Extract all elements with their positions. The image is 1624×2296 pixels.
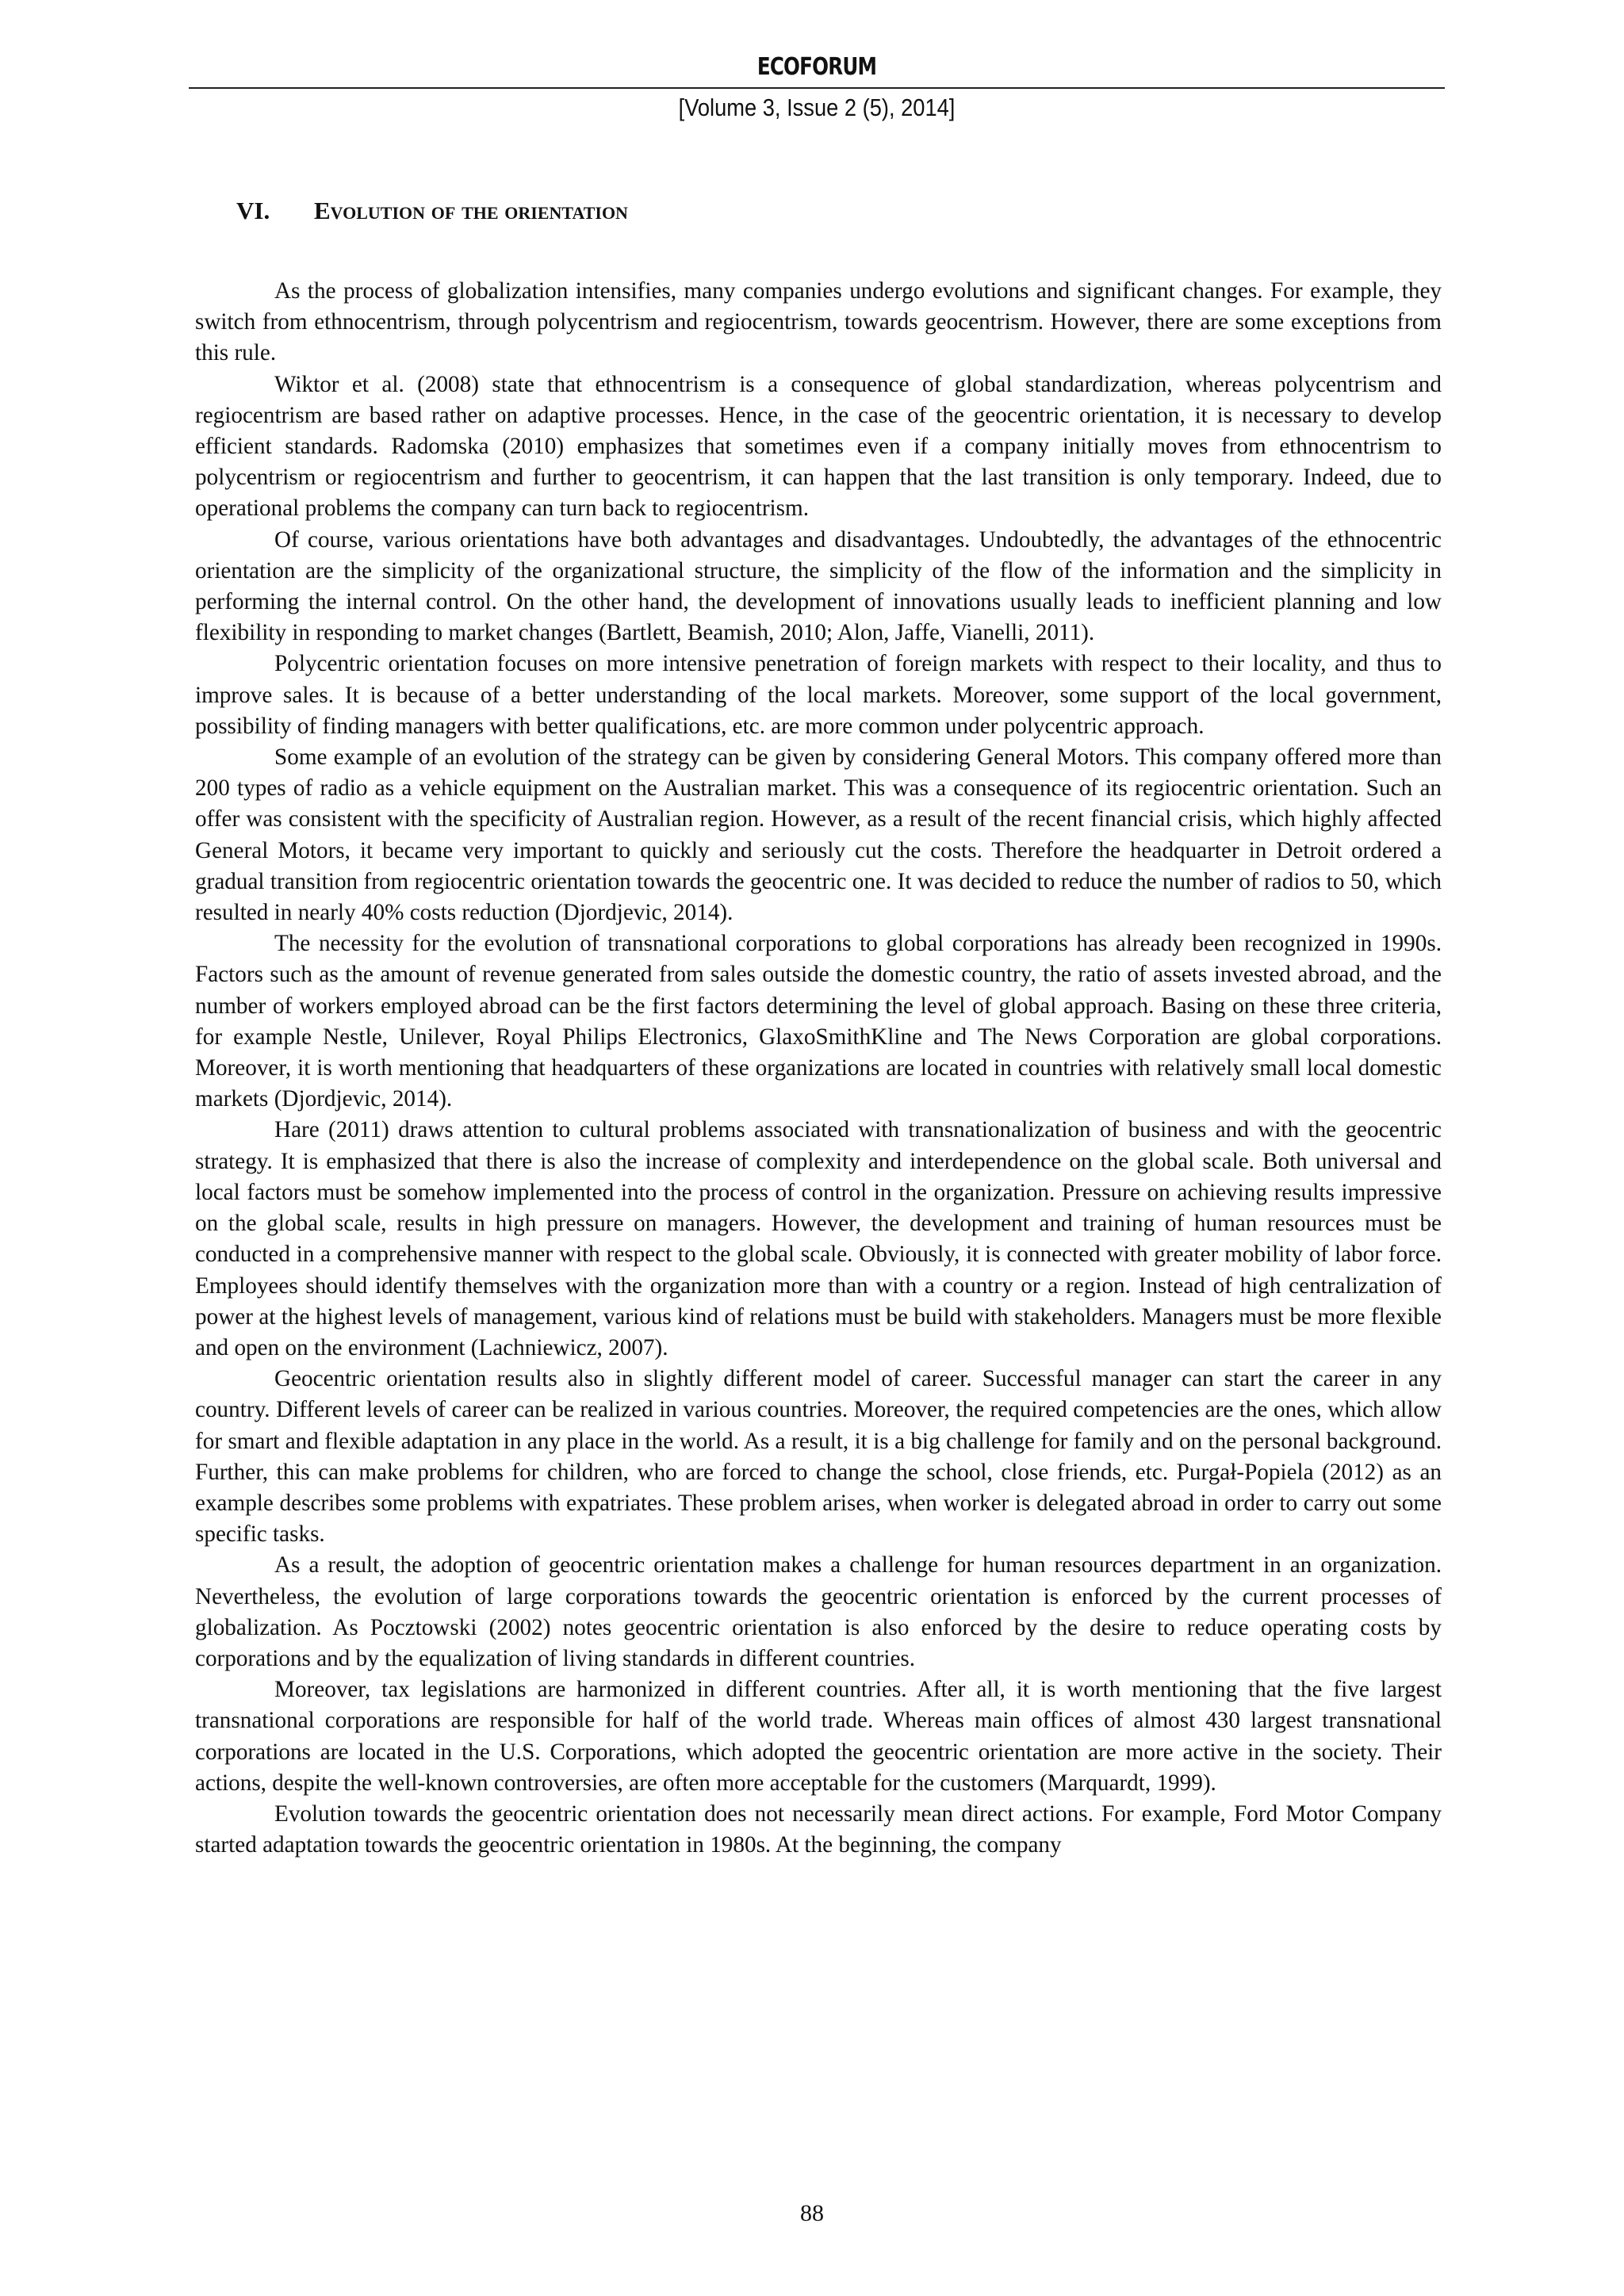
paragraph: Wiktor et al. (2008) state that ethnocentrism is a consequence of global standardization, whereas polycentrism and regiocentrism are based rather on adaptive processes. Hence, in the case of the geocentric orientation, it is necessary to develop efficient standards. Radomska (2010) emphasizes that sometimes even if a company initially moves from ethnocentrism to polycentrism or regiocentrism and further to geocentrism, it can happen that the last transition is only temporary. Indeed, due to operational problems the company can turn back to regiocentrism.: [195, 371, 1442, 522]
paragraph: Geocentric orientation results also in slightly different model of career. Successful manager can start the career in any country. Different levels of career can be realized in various countries. Moreover, the required competencies are the ones, which allow for smart and flexible adaptation in any place in the world. As a result, it is a big challenge for family and on the personal background. Further, this can make problems for children, who are forced to change the school, close friends, etc. Purgał-Popiela (2012) as an example describes some problems with expatriates. These problem arises, when worker is delegated abroad in order to carry out some specific tasks.: [195, 1366, 1442, 1548]
paragraph: The necessity for the evolution of transnational corporations to global corporations has already been recognized in 1990s. Factors such as the amount of revenue generated from sales outside the domestic country, the ratio of assets invested abroad, and the number of workers employed abroad can be the first factors determining the level of global approach. Basing on these three criteria, for example Nestle, Unilever, Royal Philips Electronics, GlaxoSmithKline and The News Corporation are global corporations. Moreover, it is worth mentioning that headquarters of these organizations are located in countries with relatively small local domestic markets (Djordjevic, 2014).: [195, 931, 1442, 1112]
paragraph: Evolution towards the geocentric orientation does not necessarily mean direct actions. For example, Ford Motor Company started adaptation towards the geocentric orientation in 1980s. At the beginning, the company: [195, 1800, 1442, 1858]
paragraph: As a result, the adoption of geocentric orientation makes a challenge for human resources department in an organization. Nevertheless, the evolution of large corporations towards the geocentric orientation is enforced by the current processes of globalization. As Pocztowski (2002) notes geocentric orientation is also enforced by the desire to reduce operating costs by corporations and by the equalization of living standards in different countries.: [195, 1552, 1442, 1671]
section-title: Evolution of the orientation: [314, 197, 628, 224]
section-heading: [236, 195, 628, 227]
volume-issue: [Volume 3, Issue 2 (5), 2014]: [678, 94, 956, 121]
paragraph: Some example of an evolution of the strategy can be given by considering General Motors. This company offered more than 200 types of radio as a vehicle equipment on the Australian market. This was a consequence of its regiocentric orientation. Such an offer was consistent with the specificity of Australian region. However, as a result of the recent financial crisis, which highly affected General Motors, it became very important to quickly and seriously cut the costs. Therefore the headquarter in Detroit ordered a gradual transition from regiocentric orientation towards the geocentric one. It was decided to reduce the number of radios to 50, which resulted in nearly 40% costs reduction (Djordjevic, 2014).: [195, 744, 1442, 926]
article-body: [195, 276, 1442, 1861]
paragraph: Moreover, tax legislations are harmonized in different countries. After all, it is worth mentioning that the five largest transnational corporations are responsible for half of the world trade. Whereas main offices of almost 430 largest transnational corporations are located in the U.S. Corporations, which adopted the geocentric orientation are more active in the society. Their actions, despite the well-known controversies, are often more acceptable for the customers (Marquardt, 1999).: [195, 1677, 1442, 1796]
header-divider: [189, 87, 1445, 89]
paragraph: Polycentric orientation focuses on more intensive penetration of foreign markets with respect to their locality, and thus to improve sales. It is because of a better understanding of the local markets. Moreover, some support of the local government, possibility of finding managers with better qualifications, etc. are more common under polycentric approach.: [195, 651, 1442, 739]
section-number: VI.: [236, 197, 270, 224]
page-number: 88: [800, 2200, 824, 2226]
page-header: [189, 52, 1445, 124]
paragraph: As the process of globalization intensifies, many companies undergo evolutions and significant changes. For example, they switch from ethnocentrism, through polycentrism and regiocentrism, towards geocentrism. However, there are some exceptions from this rule.: [195, 278, 1442, 366]
paragraph: Hare (2011) draws attention to cultural problems associated with transnationalization of business and with the geocentric strategy. It is emphasized that there is also the increase of complexity and interdependence on the global scale. Both universal and local factors must be somehow implemented into the process of control in the organization. Pressure on achieving results impressive on the global scale, results in high pressure on managers. However, the development and training of human resources must be conducted in a comprehensive manner with respect to the global scale. Obviously, it is connected with greater mobility of labor force. Employees should identify themselves with the organization more than with a country or a region. Instead of high centralization of power at the highest levels of management, various kind of relations must be build with stakeholders. Managers must be more flexible and open on the environment (Lachniewicz, 2007).: [195, 1117, 1442, 1360]
paragraph: Of course, various orientations have both advantages and disadvantages. Undoubtedly, the advantages of the ethnocentric orientation are the simplicity of the organizational structure, the simplicity of the flow of the information and the simplicity in performing the internal control. On the other hand, the development of innovations usually leads to inefficient planning and low flexibility in responding to market changes (Bartlett, Beamish, 2010; Alon, Jaffe, Vianelli, 2011).: [195, 526, 1442, 646]
journal-name: ECOFORUM: [756, 53, 877, 81]
